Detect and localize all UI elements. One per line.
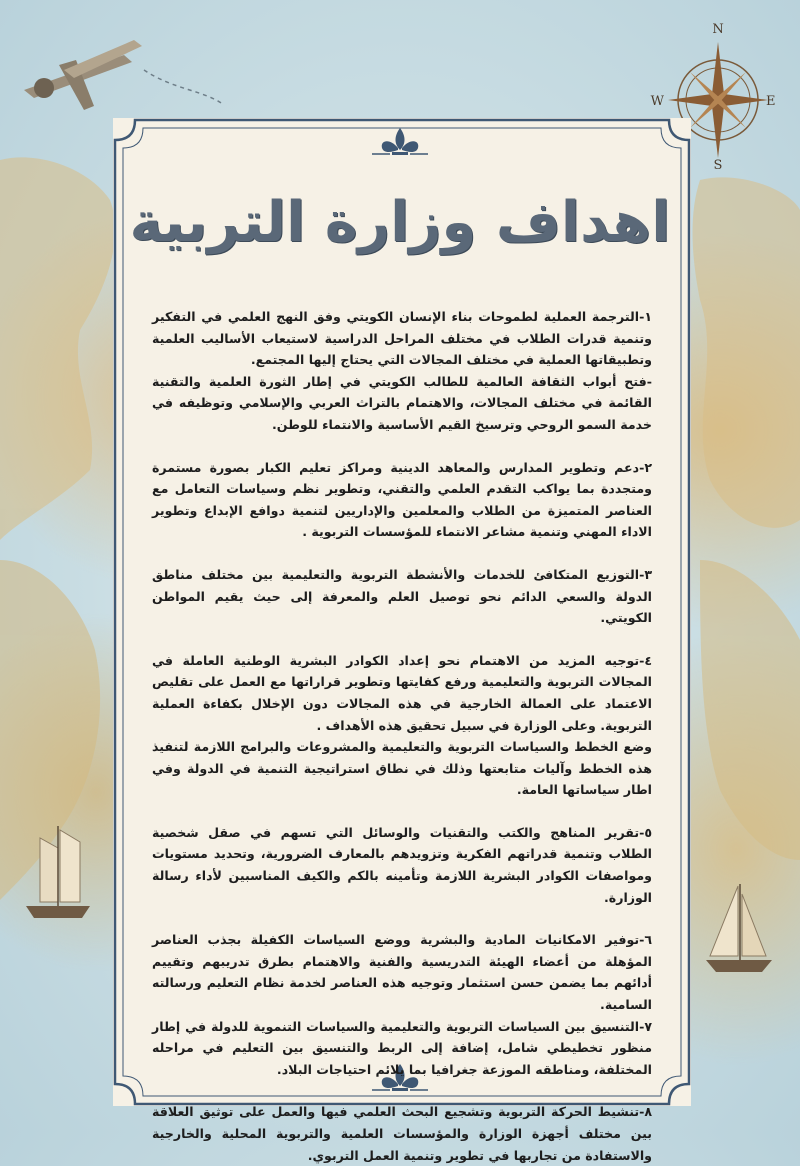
goal-8: ٨-تنشيط الحركة التربوية وتشجيع البحث العلمي فيها والعمل على توثيق العلاقة بين مختلف أجهزة الوزارة والمؤسسات العلمية والتربوية المحلية والخارجية والاستفادة من تجاربها في تطوير وتنمية العمل التربوي. [152, 1104, 652, 1163]
goal-3: ٣-التوزيع المتكافئ للخدمات والأنشطة التربوية والتعليمية بين مختلف مناطق الدولة والسعي الدائم نحو توصيل العلم والمعرفة إلى حيث يقيم المواطن الكويتي. [152, 566, 652, 626]
goal-1-continued: -فتح أبواب الثقافة العالمية للطالب الكويتي في إطار الثورة العلمية والتقنية القائمة في مختلف المجالات، والاهتمام بالتراث العربي والإسلامي وتوظيفه في خدمة السمو الروحي وترسيخ القيم الأساسية والانتماء للوطن. [152, 373, 652, 432]
goals-list [152, 306, 652, 1166]
airplane-icon [4, 30, 154, 125]
page-title: اهداف وزارة التربية [129, 190, 671, 255]
goal-6: ٦-توفير الامكانيات المادية والبشرية ووضع السياسات الكفيلة بجذب العناصر المؤهلة من أعضاء الهيئة التدريسية والفنية والاهتمام بطرق تدريبهم وتقييم أدائهم بما يضمن حسن استثمار وتوجيه هذه العناصر لخدمة نظام التعليم ورسالته السامية. [152, 932, 652, 1013]
goal-7: ٧-التنسيق بين السياسات التربوية والتعليمية والسياسات التنموية للدولة في إطار منظور تخطيطي شامل، إضافة إلى الربط والتنسيق بين التعليم في مراحله المختلفة، ومناطقه الموزعة جغرافيا بما يلائم احتياجات البلاد. [152, 1018, 652, 1077]
goal-4: ٤-توجيه المزيد من الاهتمام نحو إعداد الكوادر البشرية الوطنية العاملة في المجالات التربوية والتعليمية ورفع كفايتها وتطوير قراراتها مع العمل على تقليص الاعتماد على العمالة الخارجية في هذه المجالات دون الإخلال بكفاءة العملية التربوية. وعلى الوزارة في سبيل تحقيق هذه الأهداف . [152, 652, 652, 733]
compass-e: E [766, 94, 776, 109]
compass-n: N [712, 22, 724, 37]
goal-4-continued: وضع الخطط والسياسات التربوية والتعليمية والمشروعات والبرامج اللازمة لتنفيذ هذه الخطط وآليات متابعتها وذلك في نطاق استراتيجية التنمية في الدولة وفي اطار سياساتها العامة. [152, 739, 652, 798]
goal-2: ٢-دعم وتطوير المدارس والمعاهد الدينية ومراكز تعليم الكبار بصورة مستمرة ومتجددة بما يواكب التقدم العلمي والتقني، وتطوير نظم وسياسات التعامل مع العناصر المتميزة من الطلاب والمعلمين والإداريين لتنمية دوافع الإبداع وتطوير الاداء المهني وتنمية مشاعر الانتماء للمؤسسات التربوية . [152, 459, 652, 540]
fleur-de-lis-top-icon [372, 126, 428, 162]
goal-5: ٥-تقرير المناهج والكتب والتقنيات والوسائل التي تسهم في صقل شخصية الطلاب وتنمية قدراتهم الفكرية وتزويدهم بالمعارف الضرورية، وتحديد مستويات ومواصفات الكوادر البشرية اللازمة وتأمينه بالكم والكيف المناسبين لأداء رسالة الوزارة. [152, 824, 652, 905]
compass-w: W [650, 94, 664, 109]
compass-s: S [713, 158, 723, 173]
sailing-ship-icon [18, 818, 98, 924]
sailboat-icon [700, 880, 778, 978]
goal-1: ١-الترجمة العملية لطموحات بناء الإنسان الكويتي وفق النهج العلمي في التفكير وتنمية قدرات الطلاب في مختلف المراحل الدراسية لاستيعاب الأساليب العلمية وتطبيقاتها العملية في مختلف المجالات التي يحتاج إليها المجتمع. [152, 309, 652, 368]
